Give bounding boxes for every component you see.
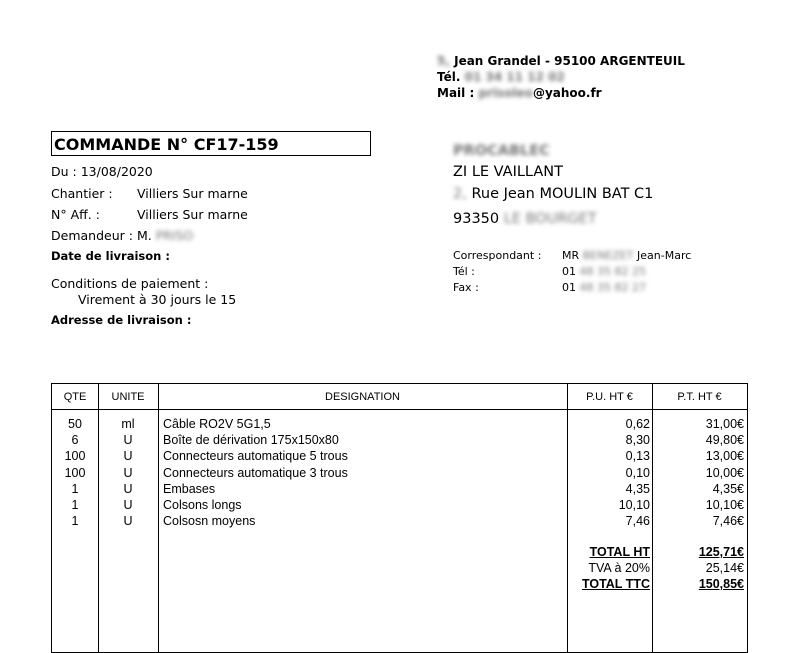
correspondant-last: BENEZET [582,249,634,262]
row-pt: 4,35€ [712,481,744,496]
sender-mail [437,85,602,101]
row-pt: 7,46€ [712,514,744,529]
supplier-fax-label: Fax : [453,281,479,294]
supplier-fax-prefix: 01 [562,281,576,294]
sender-phone-value: 01 34 11 12 02 [464,70,565,84]
chantier-label: Chantier : [51,186,113,201]
sender-mail-domain: @yahoo.fr [532,86,602,100]
demandeur-name: PRISO [155,228,194,243]
row-designation: Embases [163,481,216,496]
supplier-fax-rest: 48 35 82 27 [579,281,646,294]
column-divider [158,384,159,652]
correspondant-label: Correspondant : [453,249,542,262]
tva-label: TVA à 20% [588,561,650,575]
row-pt: 13,00€ [705,449,744,464]
supplier-fax [562,281,646,294]
supplier-city: LE BOURGET [503,211,597,227]
row-pt: 31,00€ [705,417,744,431]
row-pu: 7,46 [625,514,650,529]
header-pt: P.T. HT € [677,391,722,403]
supplier-address1: ZI LE VAILLANT [453,164,563,180]
supplier-name: PROCABLEC [453,143,550,159]
order-date: Du : 13/08/2020 [51,164,153,179]
supplier-tel-rest: 48 35 82 25 [579,265,646,278]
row-designation: Colsosn moyens [163,514,256,529]
row-designation: Câble RO2V 5G1,5 [163,417,271,431]
row-pu: 0,10 [625,465,650,480]
row-qte: 100 [64,465,86,480]
sender-address-text: Jean Grandel - 95100 ARGENTEUIL [454,54,685,68]
row-unite: U [123,433,133,448]
row-designation: Colsons longs [163,498,242,512]
row-qte: 50 [68,417,82,431]
header-divider [52,409,747,410]
row-pu: 0,62 [625,417,650,431]
row-designation: Boîte de dérivation 175x150x80 [163,433,339,448]
total-ht-value: 125,71€ [698,545,744,559]
row-designation: Connecteurs automatique 3 trous [163,465,348,480]
header-pu: P.U. HT € [586,391,633,403]
total-ht-label: TOTAL HT [589,545,650,559]
row-unite: U [123,514,133,529]
demandeur [51,228,193,243]
row-unite: U [123,465,133,480]
total-ttc-value: 150,85€ [698,577,744,591]
row-qte: 1 [71,498,79,512]
supplier-city-line [453,211,597,227]
row-qte: 1 [71,514,79,529]
row-qte: 1 [71,481,79,496]
row-pt: 10,00€ [705,465,744,480]
total-ttc-label: TOTAL TTC [581,577,650,591]
sender-mail-user: prisoleo [478,86,533,100]
row-qte: 100 [64,449,86,464]
row-unite: ml [121,417,135,431]
chantier-value: Villiers Sur marne [137,186,248,201]
row-pt: 49,80€ [705,433,744,448]
payment-label: Conditions de paiement : [51,276,209,291]
sender-phone [437,69,565,85]
header-qte: QTE [63,391,87,403]
row-pu: 4,35 [625,481,650,496]
sender-address [437,53,685,69]
payment-value: Virement à 30 jours le 15 [78,292,237,307]
row-pu: 10,10 [618,498,650,512]
row-unite: U [123,449,133,464]
order-title: COMMANDE N° CF17-159 [51,131,371,156]
supplier-tel [562,265,646,278]
supplier-address2 [453,186,653,202]
demandeur-label: Demandeur : [51,228,133,243]
header-designation: DESIGNATION [325,391,400,403]
supplier-tel-label: Tél : [453,265,475,278]
header-unite: UNITE [111,391,145,403]
sender-phone-label: Tél. [437,70,461,84]
correspondant-first: Jean-Marc [637,249,692,262]
tva-value: 25,14€ [705,561,744,575]
delivery-address-label: Adresse de livraison : [51,313,192,327]
order-table [51,383,748,653]
supplier-street: Rue Jean MOULIN BAT C1 [471,186,654,202]
row-unite: U [123,481,133,496]
supplier-street-number: 2, [453,186,467,202]
sender-street-number: 5, [437,54,450,68]
supplier-tel-prefix: 01 [562,265,576,278]
affaire-label: N° Aff. : [51,207,100,222]
demandeur-prefix: M. [136,228,152,243]
correspondant-title: MR [562,249,580,262]
sender-mail-label: Mail : [437,86,475,100]
row-pu: 8,30 [625,433,650,448]
row-unite: U [123,498,133,512]
affaire-value: Villiers Sur marne [137,207,248,222]
delivery-date-label: Date de livraison : [51,249,170,263]
correspondant [562,249,691,262]
row-pt: 10,10€ [705,498,744,512]
row-designation: Connecteurs automatique 5 trous [163,449,348,464]
row-pu: 0,13 [625,449,650,464]
supplier-postcode: 93350 [453,211,500,227]
row-qte: 6 [71,433,79,448]
